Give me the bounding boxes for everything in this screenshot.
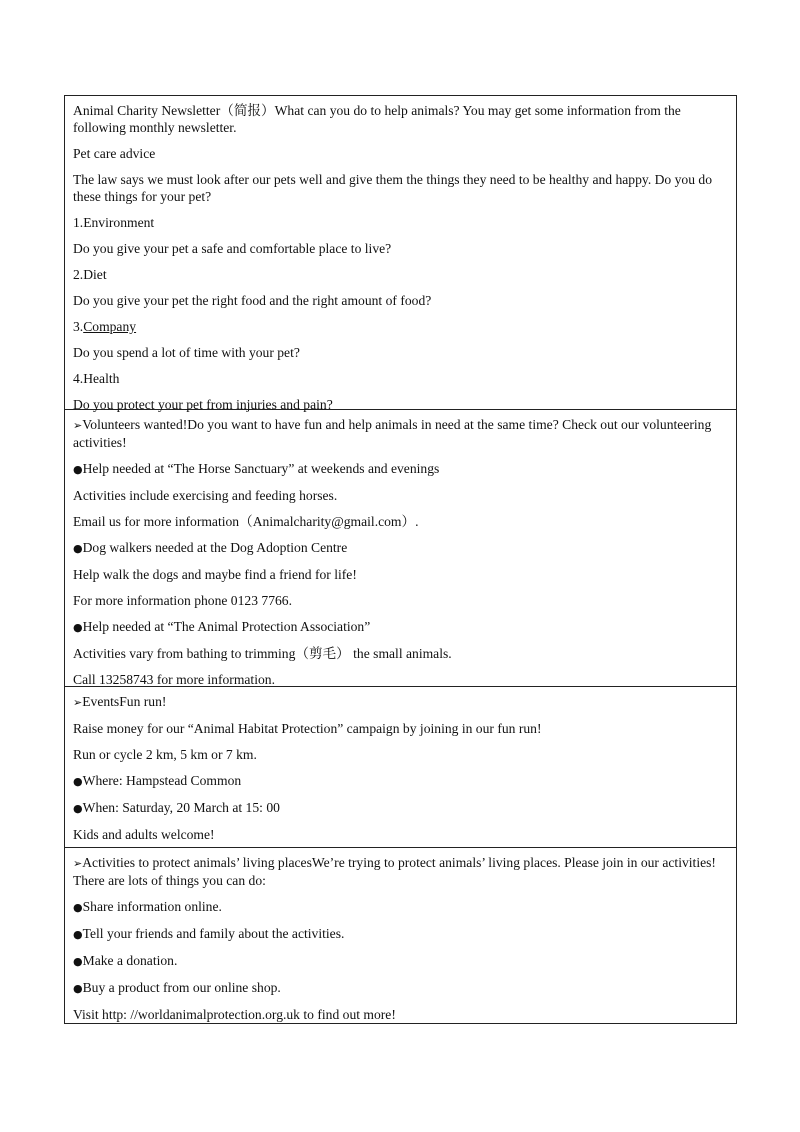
item-environment-title: 1.Environment bbox=[73, 215, 155, 230]
fun-run-raise: Raise money for our “Animal Habitat Protection” campaign by joining in our fun run! bbox=[73, 721, 542, 736]
item-company-title: 3.Company bbox=[73, 319, 137, 334]
item-company-question: Do you spend a lot of time with your pet? bbox=[73, 345, 300, 360]
bullet-icon: ● bbox=[73, 463, 83, 476]
dog-adoption-help: Help walk the dogs and maybe find a friend for life! bbox=[73, 567, 357, 582]
volunteers-section bbox=[65, 409, 736, 686]
pet-care-heading: Pet care advice bbox=[73, 146, 156, 161]
animal-protection-activities: Activities vary from bathing to trimming（剪毛） the small animals. bbox=[73, 646, 452, 661]
item-environment-question: Do you give your pet a safe and comfortable place to live? bbox=[73, 241, 392, 256]
bullet-icon: ● bbox=[73, 621, 83, 634]
living-places-intro: ➢Activities to protect animals’ living placesWe’re trying to protect animals’ living places. Please join in our activities! There are lots of things you can do: bbox=[73, 855, 716, 888]
events-section bbox=[65, 686, 736, 847]
arrow-bullet-icon: ➢ bbox=[73, 696, 83, 709]
bullet-icon: ● bbox=[73, 928, 83, 941]
arrow-bullet-icon: ➢ bbox=[73, 419, 83, 432]
visit-website: Visit http: //worldanimalprotection.org.uk to find out more! bbox=[73, 1007, 396, 1022]
bullet-icon: ● bbox=[73, 802, 83, 815]
bullet-icon: ● bbox=[73, 775, 83, 788]
fun-run-welcome: Kids and adults welcome! bbox=[73, 827, 215, 842]
bullet-icon: ● bbox=[73, 901, 83, 914]
fun-run-when: ●When: Saturday, 20 March at 15: 00 bbox=[73, 800, 280, 815]
newsletter-table bbox=[64, 95, 737, 1024]
pet-law-paragraph: The law says we must look after our pets well and give them the things they need to be healthy and happy. Do you do these things for your pet? bbox=[73, 172, 713, 204]
list-item: ●Share information online. bbox=[73, 899, 222, 914]
fun-run-where: ●Where: Hampstead Common bbox=[73, 773, 242, 788]
horse-sanctuary-activities: Activities include exercising and feeding horses. bbox=[73, 488, 338, 503]
dog-adoption-headline: ●Dog walkers needed at the Dog Adoption Centre bbox=[73, 540, 348, 555]
bullet-icon: ● bbox=[73, 542, 83, 555]
list-item: ●Make a donation. bbox=[73, 953, 178, 968]
volunteers-intro: ➢Volunteers wanted!Do you want to have fun and help animals in need at the same time? Check out our volunteering activities! bbox=[73, 417, 712, 450]
living-places-section bbox=[65, 847, 736, 1023]
item-health-question: Do you protect your pet from injuries and pain? bbox=[73, 397, 333, 412]
newsletter-intro: Animal Charity Newsletter（简报）What can you do to help animals? You may get some information from the following monthly newsletter. bbox=[73, 103, 681, 135]
events-intro: ➢EventsFun run! bbox=[73, 694, 167, 709]
dog-adoption-phone: For more information phone 0123 7766. bbox=[73, 593, 292, 608]
animal-protection-call: Call 13258743 for more information. bbox=[73, 672, 275, 687]
bullet-icon: ● bbox=[73, 955, 83, 968]
animal-protection-headline: ●Help needed at “The Animal Protection Association” bbox=[73, 619, 371, 634]
bullet-icon: ● bbox=[73, 982, 83, 995]
list-item: ●Buy a product from our online shop. bbox=[73, 980, 281, 995]
arrow-bullet-icon: ➢ bbox=[73, 857, 83, 870]
list-item: ●Tell your friends and family about the activities. bbox=[73, 926, 345, 941]
horse-sanctuary-headline: ●Help needed at “The Horse Sanctuary” at weekends and evenings bbox=[73, 461, 440, 476]
pet-care-section bbox=[65, 96, 736, 412]
item-health-title: 4.Health bbox=[73, 371, 120, 386]
fun-run-distance: Run or cycle 2 km, 5 km or 7 km. bbox=[73, 747, 257, 762]
item-diet-title: 2.Diet bbox=[73, 267, 107, 282]
horse-sanctuary-email: Email us for more information（Animalcharity@gmail.com）. bbox=[73, 514, 419, 529]
item-diet-question: Do you give your pet the right food and the right amount of food? bbox=[73, 293, 432, 308]
